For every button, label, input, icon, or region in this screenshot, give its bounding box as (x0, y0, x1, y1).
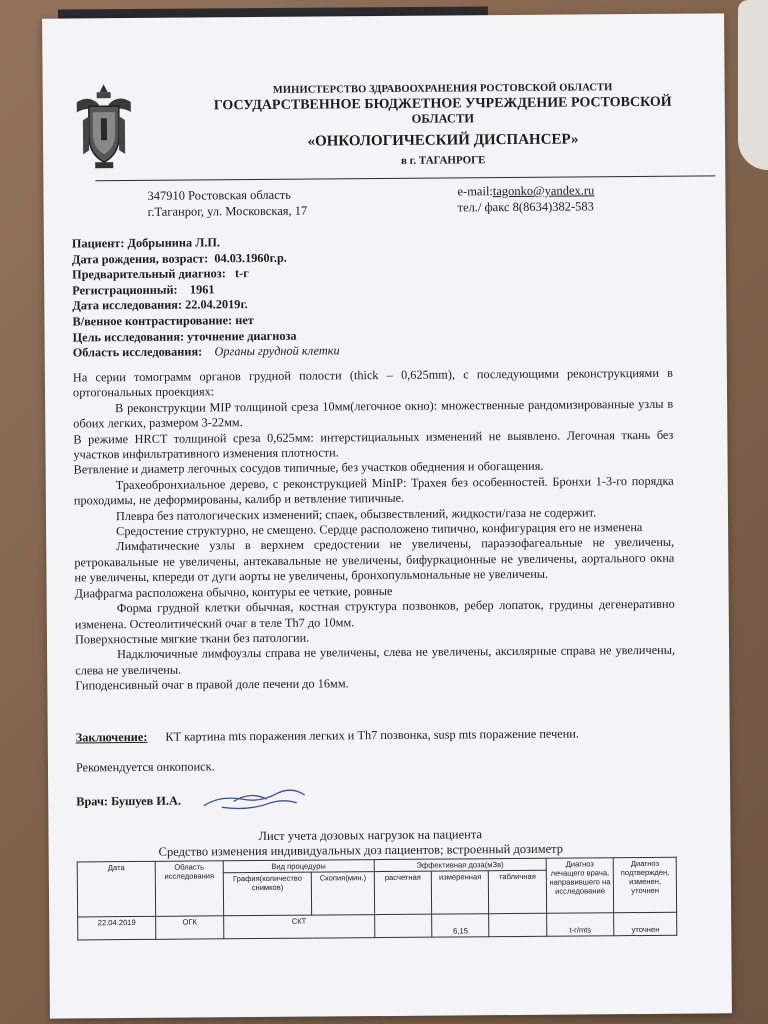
info-value: t-г (234, 266, 249, 281)
cell-region: ОГК (156, 916, 224, 940)
findings-paragraph: Диафрагма расположена обычно, контуры ее четкие, ровные (74, 583, 393, 601)
info-label: Цель исследования: (72, 329, 185, 345)
document-page (42, 13, 732, 1018)
findings-paragraph: Лимфатические узлы в верхнем средостении не увеличены, параэзофагеальные не увеличены, ретрокавальные не увеличены, антекавальные не увеличены, бифуркационные не увеличены, аортального окна не увеличены, кпереди от дуги аорты не увеличены, бронхопульмональные не увеличены. (74, 535, 675, 585)
cell-diagnosis-confirmed (614, 912, 677, 935)
dose-data-row (78, 912, 677, 940)
email-line (457, 182, 594, 199)
address-line-2: г.Таганрог, ул. Московская, 17 (147, 203, 308, 219)
conclusion-label: Заключение: (75, 729, 148, 745)
info-label: Дата рождения, возраст: (71, 250, 209, 267)
findings-text (73, 366, 676, 694)
cell-measured (432, 914, 489, 937)
findings-paragraph: Ветвление и диаметр легочных сосудов типичные, без участков обеднения и обогащения. (73, 459, 544, 477)
findings-paragraph: Плевра без патологических изменений; спаек, обызвествлений, жидкости/газа не содержит. (115, 505, 597, 523)
contact-block (457, 182, 594, 215)
findings-paragraph: В режиме HRCT толщиной среза 0,625мм: интерстициальных изменений не выявлено. Легочная ткань без участков инфильтративного изменения плотности. (73, 427, 674, 462)
col-scopy: Скопия(мин.) (312, 872, 375, 915)
email-link[interactable]: tagonko@yandex.ru (492, 183, 595, 199)
col-date: Дата (77, 861, 156, 917)
doctor-diagnosis: t-г/mts (569, 925, 592, 935)
findings-paragraph: Гиподенсивный очаг в правой доле печени до 16мм. (75, 676, 349, 693)
col-procedure-type: Вид процедуры (223, 860, 374, 873)
conclusion-text: КТ картина mts поражения легких и Th7 позвонка, susp mts поражение печени. (165, 726, 580, 744)
confirmed-diagnosis: уточнен (631, 924, 660, 935)
cell-procedure: СКТ (223, 915, 374, 939)
col-diagnosis-confirmed: Диагноз подтвержден, изменен, уточнен (614, 857, 677, 912)
col-measured: измеренная (431, 871, 489, 914)
address-line-1: 347910 Ростовская область (147, 187, 291, 203)
info-label: Предварительный диагноз: (72, 266, 226, 282)
findings-paragraph: Форма грудной клетки обычная, костная структура позвонков, ребер лопаток, грудины дегенеративно изменена. Остеолитический очаг в теле Th7 до 10мм. (74, 596, 675, 631)
institution-line-1: ГОСУДАРСТВЕННОЕ БЮДЖЕТНОЕ УЧРЕЖДЕНИЕ РОСТОВСКОЙ (213, 94, 672, 114)
col-region: Область исследования (155, 861, 223, 917)
doctor-name: Врач: Бушуев И.А. (76, 793, 181, 809)
institution-line-2: ОБЛАСТИ (411, 110, 475, 126)
findings-paragraph: Поверхностные мягкие ткани без патологии. (74, 630, 310, 647)
institution-city: в г. ТАГАНРОГЕ (400, 154, 486, 167)
info-value: 22.04.2019г. (185, 297, 248, 312)
findings-paragraph: Средостение структурно, не смещено. Сердце расположено типично, конфигурация его не изменена (116, 520, 643, 539)
postal-address (147, 187, 307, 220)
info-value: 04.03.1960г.р. (214, 250, 287, 265)
phone-fax: тел./ факс 8(8634)382-583 (457, 199, 594, 215)
cell-date: 22.04.2019 (78, 916, 156, 940)
findings-paragraph: На серии томограмм органов грудной полости (thick – 0,625mm), с последующими реконструкциями в ортогональных проекциях: (72, 365, 673, 400)
col-diagnosis-doctor: Диагноз лечащего врача, направившего на исследование (546, 858, 614, 914)
institution-title (193, 96, 693, 128)
info-value: Органы грудной клетки (214, 343, 340, 359)
recommendation: Рекомендуется онкопоиск. (75, 759, 215, 775)
col-effective-dose: Эффективная доза(мЗв) (374, 858, 546, 871)
dose-table (77, 857, 678, 941)
cell-calculated (375, 914, 432, 937)
info-label: Регистрационный: (72, 282, 178, 298)
dose-sheet-title: Лист учета дозовых нагрузок на пациента (258, 827, 483, 844)
cup-background (738, 0, 768, 170)
info-label: Дата исследования: (72, 297, 183, 313)
info-value: уточнение диагноза (187, 328, 297, 344)
info-label: Пациент: (71, 236, 125, 251)
col-calculated: расчетная (374, 871, 432, 914)
info-value: нет (235, 313, 254, 328)
col-tabular: табличная (489, 870, 547, 913)
cell-diagnosis-doctor (546, 913, 614, 937)
info-label: Область исследования: (72, 344, 203, 360)
patient-info (72, 234, 340, 361)
info-value: 1961 (189, 282, 215, 297)
findings-paragraph: В реконструкции MIP толщиной среза 10мм(легочное окно): множественные рандомизированные узлы в обоих легких, размером 3-22мм. (73, 396, 674, 431)
institution-name: «ОНКОЛОГИЧЕСКИЙ ДИСПАНСЕР» (307, 131, 579, 150)
signature-image (200, 781, 310, 818)
measured-dose: 6,15 (453, 926, 468, 936)
info-value: Добрынина Л.П. (127, 235, 221, 251)
conclusion (76, 726, 579, 745)
dose-sheet-subtitle: Средство изменения индивидуальных доз пациентов; встроенный дозиметр (158, 841, 564, 859)
info-row-region (73, 344, 340, 362)
ministry-title: МИНИСТЕРСТВО ЗДРАВООХРАНЕНИЯ РОСТОВСКОЙ ОБЛАСТИ (272, 82, 613, 96)
findings-paragraph: Надключичные лимфоузлы справа не увеличены, слева не увеличены, аксилярные справа не увеличены, слева не увеличены. (75, 643, 676, 678)
col-graphy: Графия(количество снимков) (223, 872, 312, 916)
coat-of-arms-icon (73, 80, 136, 172)
findings-paragraph: Трахеобронхиальное дерево, с реконструкцией MinIP: Трахея без особенностей. Бронхи 1-3-го порядка проходимы, не деформированы, калибр и ветвление типичные. (73, 473, 674, 508)
info-label: В/венное контрастирование: (72, 313, 233, 329)
header-divider (95, 175, 715, 181)
email-label: e-mail: (457, 184, 493, 199)
cell-tabular (489, 913, 546, 936)
